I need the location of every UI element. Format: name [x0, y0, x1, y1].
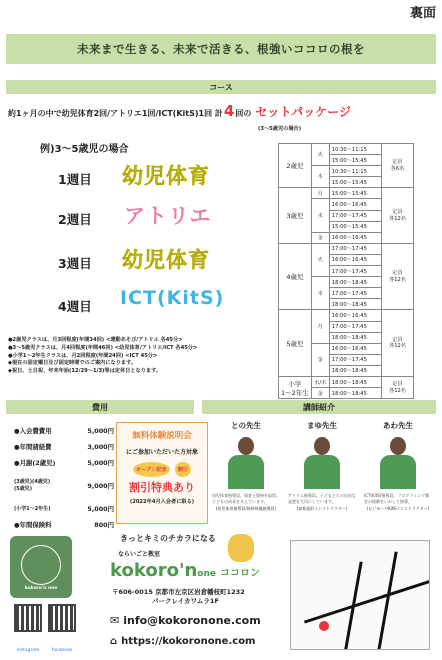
fee-label: ●年間保険料: [14, 520, 52, 529]
day-cell: 火: [311, 243, 329, 276]
grade-2: 2歳児: [279, 144, 312, 188]
brand-one: one: [197, 569, 216, 579]
capacity-cell: 定員 各12名: [382, 376, 414, 398]
location-pin-icon: [319, 621, 329, 631]
day-cell: 木: [311, 277, 329, 310]
side-label: 裏面: [409, 6, 436, 21]
mail-icon: ✉: [110, 614, 120, 627]
fee-value: 800円: [94, 520, 114, 529]
week-3-subject: 幼児体育: [122, 248, 210, 272]
teacher-bio: アトリエ指導員。子どもたちの自由な発想を大切にしています。: [288, 493, 356, 504]
campaign-box: [116, 422, 208, 524]
time-cell: 16:00〜16:45: [329, 310, 381, 321]
time-cell: 10:30〜11:15: [329, 144, 381, 155]
schedule-table: [278, 143, 414, 399]
logo-text: kokoro'n one: [24, 586, 58, 591]
mascot-icon: [228, 534, 254, 562]
campaign-sub: にご参加いただいた方対象: [125, 449, 198, 456]
fee-label: (3歳児)(4歳児)(5歳児): [14, 479, 51, 492]
time-cell: 16:00〜16:45: [329, 254, 381, 265]
access-map: [290, 540, 430, 650]
fee-row: [14, 500, 114, 516]
day-cell: 月: [311, 310, 329, 343]
slogan: きっとキミのチカラになる: [120, 534, 216, 543]
week-1-subject: 幼児体育: [122, 164, 210, 188]
note-item: ◆祝日、土日祝、年末年始(12/29〜1/3)等は定休日となります。: [8, 368, 162, 375]
teachers-header: 講師紹介: [202, 400, 436, 414]
address-line-1: 〒606-0015 京都市左京区岩倉幡枝町1232: [112, 588, 245, 596]
package-set-label: セットパッケージ: [255, 105, 351, 119]
facebook-label: facebook: [51, 648, 73, 653]
note-item: ●3〜5歳児クラスは、月4回程度(年間46回) <幼児体育/アトリエ/ICT 各45分>: [8, 344, 198, 351]
time-cell: 15:00〜15:45: [329, 177, 381, 188]
time-cell: 10:30〜11:15: [329, 166, 381, 177]
capacity-cell: 定員 各12名: [382, 243, 414, 310]
time-cell: 17:00〜17:45: [329, 288, 381, 299]
fees-list: [14, 422, 114, 532]
email-row[interactable]: [110, 614, 261, 627]
grade-elementary: [279, 376, 312, 398]
email-address[interactable]: info@kokoronone.com: [123, 614, 261, 627]
address: [112, 588, 245, 606]
time-cell: 18:00〜18:45: [329, 388, 381, 399]
fee-label: (小学1〜2年生): [14, 505, 51, 512]
note-item: ●2歳児クラスは、月3回程度(年間34回) <運動あそび/アトリエ 各45分>: [8, 337, 183, 343]
day-cell: 金: [311, 343, 329, 376]
time-cell: 16:00〜16:45: [329, 199, 381, 210]
teacher-card: [208, 420, 284, 512]
teacher-spec: (知育造形インストラクター): [296, 506, 348, 512]
day-cell: 金: [311, 388, 329, 399]
example-title: 例)3〜5歳児の場合: [40, 144, 129, 155]
course-header: コース: [6, 80, 436, 94]
fee-label: ●年間諸経費: [14, 442, 52, 451]
capacity-cell: 定員 各12名: [382, 188, 414, 243]
campaign-note: (2022年4月入会者に限る): [129, 499, 195, 505]
brand-main: kokoro'n: [110, 560, 198, 581]
fee-row: [14, 470, 114, 500]
brand-logo: [10, 536, 72, 598]
school-type: ならいごと教室: [118, 551, 161, 558]
fee-label: ●月謝(2歳児): [14, 458, 56, 467]
fee-row: [14, 516, 114, 532]
time-cell: 18:00〜18:45: [329, 365, 381, 376]
capacity-cell: 定員 各12名: [382, 310, 414, 377]
day-cell: 金: [311, 232, 329, 243]
day-cell: 木: [311, 166, 329, 188]
campaign-badge-discount: 割引: [175, 462, 191, 477]
teacher-photo: [300, 437, 344, 489]
fee-row: [14, 454, 114, 470]
teacher-name: との先生: [231, 421, 261, 430]
instagram-qr[interactable]: [14, 604, 42, 632]
teacher-bio: ICT(KitS)指導員。プログラミング教室の経験をいかして指導。: [364, 493, 430, 504]
fee-row: [14, 438, 114, 454]
day-cell: 水: [311, 199, 329, 232]
time-cell: 16:00〜16:45: [329, 343, 381, 354]
teacher-spec: (幼児体育指導員/体幹体操指導員): [215, 506, 277, 512]
time-cell: 17:00〜17:45: [329, 354, 381, 365]
fee-value: 5,000円: [87, 504, 114, 513]
brand-name: [110, 560, 260, 581]
teacher-card: [360, 420, 436, 512]
package-note: (3〜5歳児の場合): [258, 126, 302, 132]
week-1-label: 1週目: [58, 172, 92, 187]
time-cell: 17:00〜17:45: [329, 266, 381, 277]
facebook-qr[interactable]: [48, 604, 76, 632]
teacher-card: [284, 420, 360, 512]
teacher-spec: (ビジモーヤKitSインストラクター): [366, 506, 430, 512]
address-line-2: パークレイカワムラ1F: [152, 597, 219, 606]
time-cell: 16:00〜16:45: [329, 232, 381, 243]
package-line-pre: 約1ヶ月の中で幼児体育2回/アトリエ1回/ICT(KitS)1回 計: [8, 109, 223, 118]
week-2-subject: アトリエ: [124, 204, 212, 228]
website-row[interactable]: [110, 636, 255, 647]
fee-label: ●入会費費用: [14, 426, 52, 435]
instagram-label: Instagram: [16, 648, 40, 653]
week-4-subject: ICT(KitS): [120, 287, 225, 309]
note-item: ●小学1〜2年生クラスは、月2回程度(年間24回) <ICT 45分>: [8, 352, 158, 359]
time-cell: 18:00〜18:45: [329, 299, 381, 310]
teacher-name: あわ先生: [383, 421, 413, 430]
fee-value: 5,000円: [87, 426, 114, 435]
time-cell: 15:00〜15:45: [329, 155, 381, 166]
capacity-cell: 定員 各6名: [382, 144, 414, 188]
time-cell: 18:00〜18:45: [329, 277, 381, 288]
day-cell: 水/木: [311, 376, 329, 387]
campaign-title: 無料体験説明会: [132, 431, 192, 441]
time-cell: 17:00〜17:45: [329, 210, 381, 221]
day-cell: 火: [311, 144, 329, 166]
fee-value: 9,000円: [87, 481, 114, 490]
teacher-photo: [376, 437, 420, 489]
time-cell: 18:00〜18:45: [329, 376, 381, 387]
week-4-label: 4週目: [58, 299, 92, 314]
header-banner: 未来まで生きる、未来で活きる、根強いココロの根を: [6, 34, 436, 64]
time-cell: 15:00〜15:45: [329, 221, 381, 232]
fee-value: 5,000円: [87, 458, 114, 467]
day-cell: 月: [311, 188, 329, 199]
website-url[interactable]: https://kokoronone.com: [121, 636, 256, 647]
grade-elementary-b: 1〜2年生: [281, 388, 309, 397]
time-cell: 15:00〜15:45: [329, 188, 381, 199]
home-icon: ⌂: [110, 636, 118, 647]
grade-elementary-a: 小学: [288, 379, 302, 388]
week-3-label: 3週目: [58, 256, 92, 271]
teacher-photo: [224, 437, 268, 489]
notes-list: [8, 337, 197, 376]
package-line: [8, 102, 438, 120]
week-2-label: 2週目: [58, 212, 92, 227]
time-cell: 17:00〜17:45: [329, 243, 381, 254]
teacher-bio: 幼児体育指導員。保育士資格を取得。子どもの成長を支えています。: [212, 493, 280, 504]
time-cell: 17:00〜17:45: [329, 321, 381, 332]
fee-row: [14, 422, 114, 438]
brand-jp: ココロン: [219, 568, 260, 579]
grade-3: 3歳児: [279, 188, 312, 243]
grade-5: 5歳児: [279, 310, 312, 377]
grade-4: 4歳児: [279, 243, 312, 310]
note-item: ◆現在の固定曜日及び固定時間でのご案内になります。: [8, 360, 137, 367]
time-cell: 18:00〜18:45: [329, 332, 381, 343]
fee-value: 3,000円: [87, 442, 114, 451]
campaign-badge-open: オープン記念: [133, 462, 170, 477]
campaign-main: 割引特典あり: [129, 481, 195, 494]
package-line-mid: 回の: [235, 109, 252, 118]
teacher-name: まゆ先生: [307, 421, 337, 430]
package-count: 4: [223, 102, 235, 120]
fees-header: 費用: [6, 400, 194, 414]
